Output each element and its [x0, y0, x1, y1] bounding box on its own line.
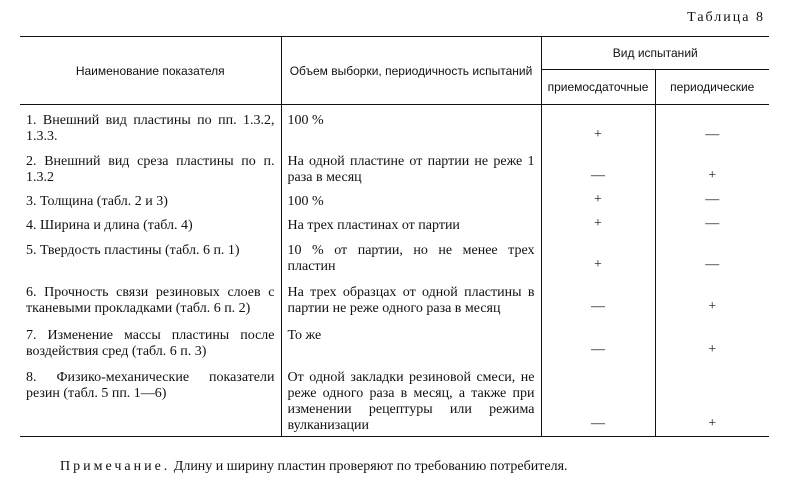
row-acceptance: +	[541, 105, 655, 148]
row-periodic: —	[655, 212, 769, 236]
header-name: Наименование показателя	[20, 37, 281, 105]
table-row	[20, 147, 769, 188]
row-volume: От одной закладки резиновой смеси, не реже одного раза в месяц, а также при изменении рецептуры или режима вулканизации	[281, 362, 541, 437]
row-volume: На одной пластине от партии не реже 1 раза в месяц	[281, 147, 541, 188]
row-acceptance: +	[541, 188, 655, 212]
table-caption: Таблица 8	[687, 10, 765, 25]
row-volume: 100 %	[281, 188, 541, 212]
header-tests: Вид испытаний	[541, 37, 769, 70]
table-row	[20, 105, 769, 148]
row-acceptance: +	[541, 236, 655, 277]
header-periodic: периодические	[655, 70, 769, 105]
table-row	[20, 362, 769, 437]
table-row	[20, 277, 769, 319]
row-name: 3. Толщина (табл. 2 и 3)	[26, 194, 168, 209]
row-name: 1. Внешний вид пластины по пп. 1.3.2, 1.3.3.	[26, 113, 275, 144]
header-acceptance: приемосдаточные	[541, 70, 655, 105]
row-volume: То же	[281, 319, 541, 362]
row-name: 6. Прочность связи резиновых слоев с тканевыми прокладками (табл. 6 п. 2)	[26, 285, 275, 316]
table-row	[20, 319, 769, 362]
table-row	[20, 212, 769, 236]
row-volume: 100 %	[281, 105, 541, 148]
row-periodic: +	[655, 319, 769, 362]
row-acceptance: —	[541, 277, 655, 319]
row-acceptance: +	[541, 212, 655, 236]
table-row	[20, 236, 769, 277]
row-name: 8. Физико-механические показатели резин (табл. 5 пп. 1—6)	[20, 362, 281, 437]
data-table	[20, 36, 769, 437]
row-periodic: —	[655, 105, 769, 148]
row-acceptance: —	[541, 147, 655, 188]
table-row	[20, 188, 769, 212]
row-periodic: —	[655, 236, 769, 277]
row-volume: На трех образцах от одной пластины в партии не реже одного раза в месяц	[281, 277, 541, 319]
row-periodic: +	[655, 277, 769, 319]
row-acceptance: —	[541, 362, 655, 437]
note-label: Примечание.	[60, 459, 171, 474]
header-volume: Объем выборки, периодичность испытаний	[281, 37, 541, 105]
row-name: 7. Изменение массы пластины после воздействия сред (табл. 6 п. 3)	[26, 328, 275, 359]
row-name: 5. Твердость пластины (табл. 6 п. 1)	[26, 243, 240, 258]
row-name: 2. Внешний вид среза пластины по п. 1.3.2	[26, 154, 275, 185]
row-periodic: +	[655, 362, 769, 437]
table-note	[60, 459, 568, 475]
row-volume: На трех пластинах от партии	[281, 212, 541, 236]
row-volume: 10 % от партии, но не менее трех пластин	[281, 236, 541, 277]
note-text: Длину и ширину пластин проверяют по требованию потребителя.	[170, 459, 568, 474]
row-periodic: —	[655, 188, 769, 212]
row-name: 4. Ширина и длина (табл. 4)	[26, 218, 193, 233]
row-acceptance: —	[541, 319, 655, 362]
row-periodic: +	[655, 147, 769, 188]
